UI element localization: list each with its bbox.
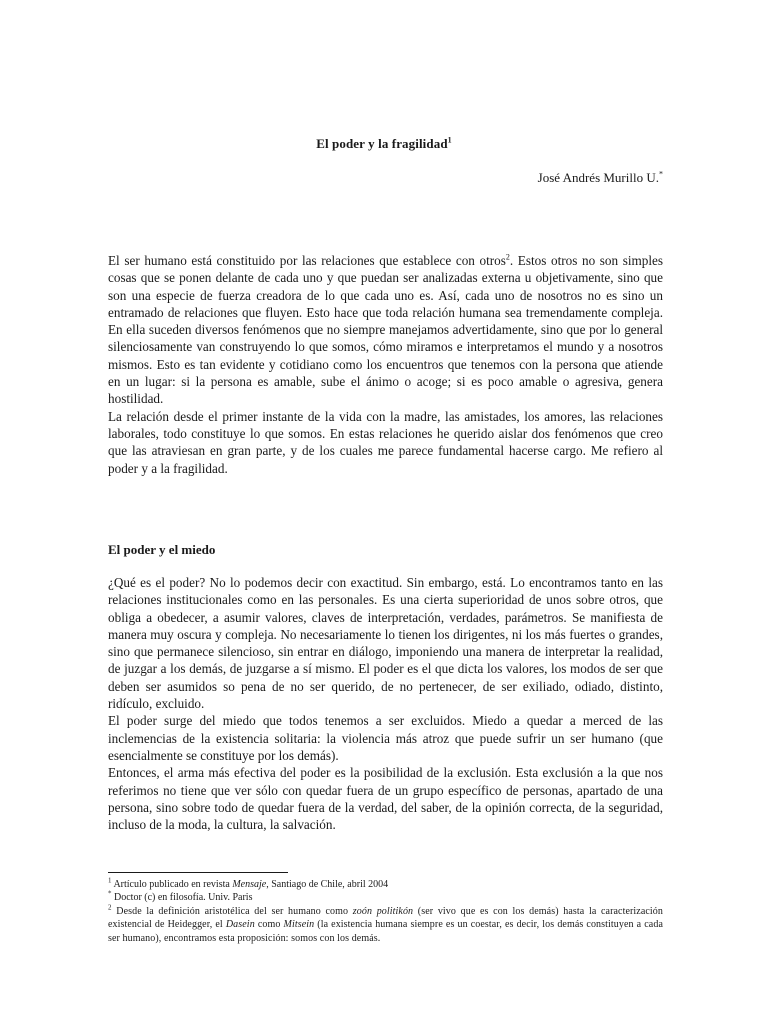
power-fear-section [108,574,663,833]
footnote-1 [108,878,663,891]
footnote-author-mark: * [108,890,112,899]
footnote-2 [108,905,663,945]
footnote-2-text-a: Desde la definición aristotélica del ser humano como [111,905,353,917]
title-text: El poder y la fragilidad [316,136,448,151]
author-footnote-mark: * [659,169,663,179]
intro-p1-text-b: . Estos otros no son simples cosas que se ponen delante de cada uno y que puedan ser analizadas externa u objetivamente, sino que son una especie de fuerza creadora de lo que cada uno es. Así, cada uno de nosotros no es sino un entramado de relaciones que fluyen. Esto hace que toda relación humana sea tremendamente compleja. En ella suceden diversos fenómenos que no siempre manejamos advertidamente, sino que por lo general silenciosamente van construyendo lo que somos, cómo miramos e interpretamos el mundo y a nosotros mismos. Esto es tan evidente y cotidiano como los encuentros que tenemos con la persona que atiende en un lugar: si la persona es amable, sube el ánimo o acoge; si es poco amable o agresiva, genera hostilidad. [108,253,663,407]
document-title [0,136,768,152]
title-footnote-mark: 1 [447,135,452,145]
author-line [538,170,663,186]
footnote-2-text-d: (la existencia humana siempre es un coestar, es decir, los demás constituyen a cada ser humano), encontramos esta proposición: somos con los demás. [108,919,663,944]
footnote-1-mark: 1 [108,876,112,885]
footnote-2-mark: 2 [505,252,510,262]
section-paragraph-3: Entonces, el arma más efectiva del poder es la posibilidad de la exclusión. Esta exclusión a la que nos referimos no tiene que ver sólo con quedar fuera de un grupo específico de personas, apartado de una persona, sino sobre todo de quedar fuera de la verdad, del saber, de la opinión correcta, de la seguridad, incluso de la moda, la cultura, la salvación. [108,765,663,833]
footnote-1-text: Artículo publicado en revista [111,879,233,890]
footnote-2-term-2: Dasein [225,919,255,931]
footnote-2-text-b: (ser vivo que es con los demás) hasta la caracterización existencial de Heidegger, el [108,905,664,931]
author-name: José Andrés Murillo U. [537,170,659,185]
section-paragraph-1: ¿Qué es el poder? No lo podemos decir con exactitud. Sin embargo, está. Lo encontramos tanto en las relaciones institucionales como en las personales. Es una cierta superioridad de unos sobre otros, que obliga a obedecer, a asumir valores, claves de interpretación, verdades, parámetros. Se manifiesta de manera muy oscura y compleja. No necesariamente lo tienen los dirigentes, ni los más fuertes o grandes, sino que permanece silencioso, sin entrar en diálogo, imponiendo una manera de interpretar la realidad, de juzgar a los demás, de juzgarse a sí mismo. El poder es el que dicta los valores, los modos de ser que deben ser asumidos so pena de no ser querido, de no pertenecer, de ser exiliado, odiado, distinto, ridículo, excluido. [108,575,663,712]
intro-paragraph-2: La relación desde el primer instante de la vida con la madre, las amistades, los amores, las relaciones laborales, todo constituye lo que somos. En estas relaciones he querido aislar dos fenómenos que creo que las atraviesan en gran parte, y de los cuales me parece fundamental hacerse cargo. Me refiero al poder y a la fragilidad. [108,408,663,476]
footnote-2-text-c: como [254,919,284,931]
footnote-1-journal: Mensaje [232,879,267,890]
section-paragraph-2: El poder surge del miedo que todos tenemos a ser excluidos. Miedo a quedar a merced de las inclemencias de la existencia solitaria: la violencia más atroz que puede sufrir un ser humano (que esencialmente se constituye por los demás). [108,713,663,763]
footnote-author [108,891,663,904]
intro-section [108,252,663,477]
intro-p1-text-a: El ser humano está constituido por las relaciones que establece con otros [108,253,506,268]
footnote-author-text: Doctor (c) en filosofía. Univ. Paris [111,892,253,904]
intro-paragraph-1 [108,252,663,408]
footnotes [108,878,663,945]
section-heading: El poder y el miedo [108,542,216,557]
footnote-2-term-1: zoón politikón [352,905,414,917]
footnote-1-rest: , Santiago de Chile, abril 2004 [266,879,389,890]
footnote-2-term-3: Mitsein [283,919,315,931]
footnote-2-number: 2 [108,903,112,912]
footnote-divider [108,872,288,873]
